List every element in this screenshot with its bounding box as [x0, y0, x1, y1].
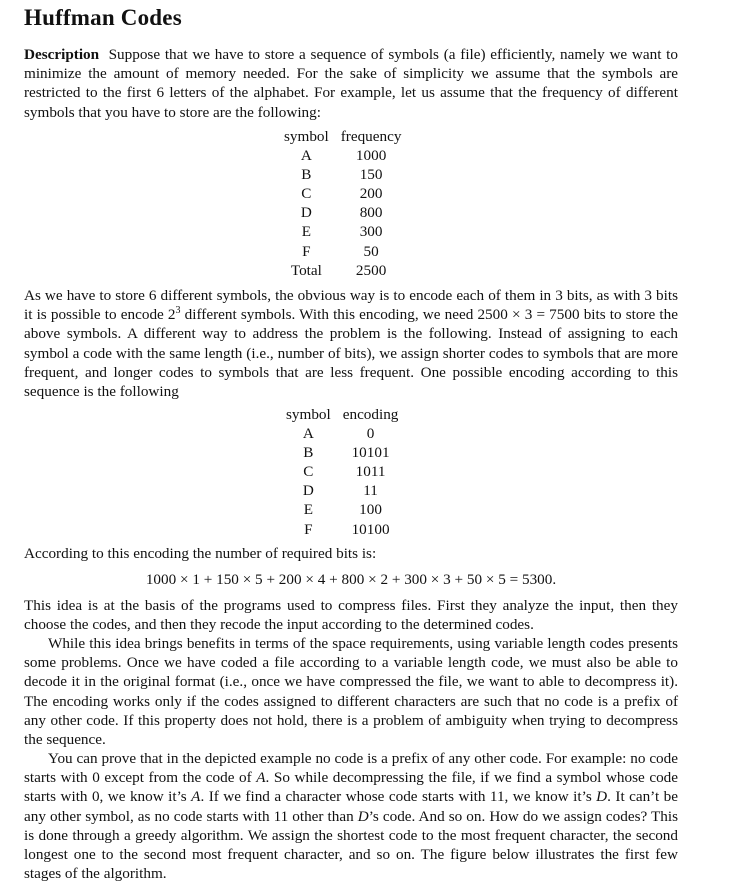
paragraph-6-text-4: . It can’t be any other symbol, as no code starts with 11 other than: [24, 788, 678, 825]
paragraph-6-text-3: . If we find a character whose code starts with 11, we know it’s: [200, 788, 597, 806]
math-symbol-d: D: [596, 788, 608, 806]
encoding-table-cell: B: [303, 444, 314, 462]
paragraph-5: While this idea brings benefits in terms of the space requirements, using variable length codes presents some problems. Once we have coded a file according to a variable length code, we must also be able to decode it in the original format (i.e., once we have compressed the file, we want to able to decompress it). The encoding works only if the codes assigned to different characters are such that no code is a prefix of any other code. If this property does not hold, there is a problem of ambiguity when trying to decompress the sequence.: [24, 635, 678, 749]
encoding-table-body: [280, 405, 404, 539]
encoding-table-cell: C: [303, 463, 314, 481]
exponent: 3: [175, 305, 181, 317]
frequency-table-cell: A: [300, 147, 312, 165]
frequency-table-row: [278, 146, 407, 165]
frequency-table-cell: C: [301, 185, 312, 203]
frequency-table-row: [278, 165, 407, 184]
paragraph-3: According to this encoding the number of required bits is:: [24, 545, 377, 562]
encoding-table-cell: 10101: [351, 444, 390, 462]
description-label: Description: [24, 46, 100, 63]
frequency-table-cell: 800: [359, 204, 383, 222]
paragraph-2: [24, 286, 678, 401]
frequency-table-cell: F: [302, 242, 311, 260]
encoding-table-cell: 0: [366, 425, 375, 443]
frequency-table-cell: E: [301, 223, 311, 241]
frequency-table-cell: B: [301, 166, 312, 184]
frequency-table-row: [278, 203, 407, 222]
encoding-table-row: [280, 481, 404, 500]
encoding-table-cell: A: [302, 425, 314, 443]
encoding-table-cell: 10100: [351, 520, 390, 538]
encoding-table-cell: 100: [359, 501, 382, 519]
paragraph-6-text-2: . So while decompressing the file, if we find a symbol whose code starts with 0, we know it’s: [24, 769, 678, 806]
frequency-table-cell: 150: [359, 166, 383, 184]
frequency-table: [278, 127, 407, 280]
frequency-table-cell: D: [300, 204, 312, 222]
encoding-table-row: [280, 500, 404, 519]
frequency-table-header-row: [278, 127, 407, 146]
frequency-table-row: [278, 222, 407, 241]
encoding-table-header-row: [280, 405, 404, 424]
math-symbol-a: A: [256, 769, 266, 787]
encoding-table-cell: 1011: [355, 463, 386, 481]
encoding-table-row: [280, 443, 404, 462]
encoding-table-cell: F: [304, 520, 313, 538]
encoding-table-cell: 11: [363, 482, 378, 500]
paragraph-1-text: Suppose that we have to store a sequence of symbols (a file) efficiently, namely we want to minimize the amount of memory needed. For the sake of simplicity we assume that the symbols are restricted to the first 6 letters of the alphabet. For example, let us assume that the frequency of different symbols that you have to store are the following:: [24, 46, 678, 121]
encoding-table-row: [280, 424, 404, 443]
frequency-table-cell: 1000: [355, 147, 387, 165]
encoding-table-cell: D: [302, 482, 314, 500]
frequency-table-row: [278, 184, 407, 203]
frequency-table-body: [278, 127, 407, 280]
paragraph-4: This idea is at the basis of the programs used to compress files. First they analyze the input, then they choose the codes, and then they recode the input according to the determined codes.: [24, 597, 678, 634]
paragraph-6-text-1: You can prove that in the depicted example no code is a prefix of any other code. For example: no code starts with 0 except from the code of: [24, 750, 678, 787]
frequency-table-cell: 300: [359, 223, 383, 241]
bits-equation: 1000 × 1 + 150 × 5 + 200 × 4 + 800 × 2 + 300 × 3 + 50 × 5 = 5300.: [145, 571, 557, 588]
frequency-table-header-cell: symbol: [284, 128, 329, 145]
encoding-table-header-cell: symbol: [286, 406, 331, 423]
frequency-table-row: [278, 242, 407, 261]
encoding-table-row: [280, 520, 404, 539]
encoding-table-header-cell: encoding: [342, 406, 399, 423]
encoding-table-cell: E: [303, 501, 313, 519]
frequency-table-cell: 2500: [355, 261, 387, 279]
paragraph-2-text-b: different symbols. With this encoding, we need 2500 × 3 = 7500 bits to store the above symbols. A different way to address the problem is the following. Instead of assigning to each symbol a code with the same length (i.e., number of bits), we assign shorter codes to symbols that are more frequent, and longer codes to symbols that are less frequent. One possible encoding according to this sequence is the following: [24, 306, 678, 401]
encoding-table-row: [280, 462, 404, 481]
math-symbol-d: D: [357, 807, 369, 825]
frequency-table-row: [278, 261, 407, 280]
frequency-table-cell: 50: [363, 242, 379, 260]
frequency-table-cell: 200: [359, 185, 383, 203]
paragraph-6: [24, 749, 678, 883]
description-paragraph: [24, 45, 678, 122]
encoding-table: [280, 405, 404, 539]
paragraph-2-text-a: As we have to store 6 different symbols, the obvious way is to encode each of them in 3 bits, as with 3 bits it is possible to encode 2: [24, 287, 678, 324]
frequency-table-cell: Total: [290, 261, 322, 279]
math-symbol-a: A: [191, 788, 201, 806]
paragraph-6-text-5: ’s code. And so on. How do we assign codes? This is done through a greedy algorithm. We assign the shortest code to the most frequent character, the second longest one to the second most frequent character, and so on. The figure below illustrates the first few stages of the algorithm.: [24, 807, 678, 883]
frequency-table-header-cell: frequency: [340, 128, 402, 145]
page-title: Huffman Codes: [24, 5, 182, 30]
